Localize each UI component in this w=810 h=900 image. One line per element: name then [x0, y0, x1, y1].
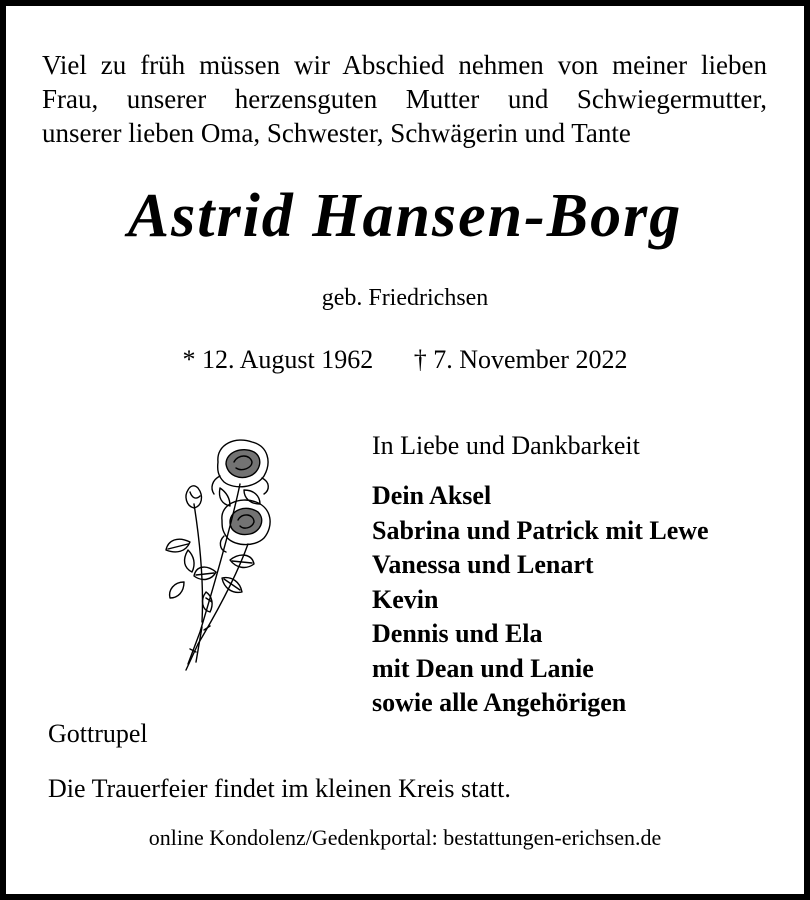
deceased-name: Astrid Hansen-Borg [127, 182, 683, 250]
birth-date: * 12. August 1962 [182, 345, 374, 374]
list-item: Dein Aksel [372, 481, 492, 510]
list-item: Sabrina und Patrick mit Lewe [372, 515, 709, 545]
intro-line-1: Viel zu früh müssen wir Abschied nehmen von meiner lieben [42, 50, 767, 80]
maiden-name: geb. Friedrichsen [321, 285, 489, 311]
list-item: Kevin [372, 584, 439, 614]
intro-line-3: unserer lieben Oma, Schwester, Schwägerin und Tante [42, 118, 631, 148]
intro-line-2: Frau, unserer herzensguten Mutter und Schwiegermutter, [42, 84, 767, 114]
list-item: Vanessa und Lenart [372, 550, 594, 579]
list-item: mit Dean und Lanie [372, 653, 594, 683]
death-date: † 7. November 2022 [413, 345, 628, 374]
place-name: Gottrupel [48, 719, 148, 748]
condolence-portal: online Kondolenz/Gedenkportal: bestattungen-erichsen.de [148, 825, 662, 850]
mourners-list [372, 479, 709, 721]
ceremony-note: Die Trauerfeier findet im kleinen Kreis statt. [48, 774, 511, 803]
mourners-intro: In Liebe und Dankbarkeit [372, 431, 640, 460]
rose-icon [160, 432, 290, 677]
life-dates [0, 343, 810, 377]
list-item: Dennis und Ela [372, 619, 543, 648]
intro-text [42, 48, 767, 150]
list-item: sowie alle Angehörigen [372, 688, 627, 717]
